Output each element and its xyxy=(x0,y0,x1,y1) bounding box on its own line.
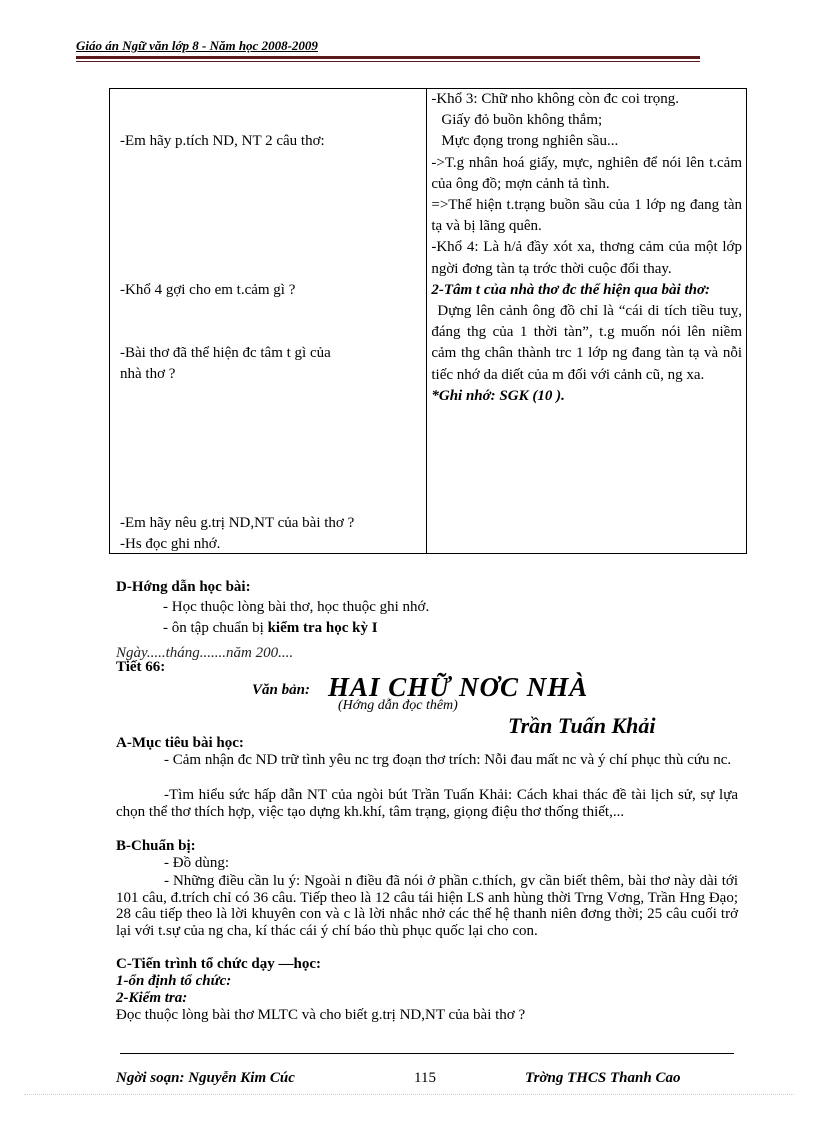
lesson-subtitle: (Hớng dẫn đọc thêm) xyxy=(338,698,458,713)
lesson-number: Tiết 66: xyxy=(116,659,166,675)
question-3: -Bài thơ đã thể hiện đc tâm t gì của xyxy=(120,345,331,361)
poem-line-2: Mực đọng trong nghiên sầu... xyxy=(441,133,619,150)
questions-column xyxy=(110,89,427,554)
section-b-p1: - Đồ dùng: xyxy=(164,855,229,871)
answer-nhan-hoa: ->T.g nhân hoá giấy, mực, nghiên để nói lên t.cảm của ông đồ; mợn cảnh tả tình. xyxy=(431,154,742,192)
answer-kho3: -Khổ 3: Chữ nho không còn đc coi trọng. xyxy=(431,91,680,107)
section-c-step-3: Đọc thuộc lòng bài thơ MLTC và cho biết g.trị ND,NT của bài thơ ? xyxy=(116,1007,526,1023)
answer-tam-tu: Dựng lên cảnh ông đồ chỉ là “cái di tích tiều tuỵ, đáng thg của 1 thời tàn”, t.g muốn nói lên niềm cảm thg chân thành trc 1 lớp ng đang tàn tạ và nỗi tiếc nhớ da diết của m đối với cảnh cũ, ng xa. xyxy=(431,303,742,383)
answer-heading-tam-tu: 2-Tâm t của nhà thơ đc thể hiện qua bài thơ: xyxy=(431,281,710,298)
question-5: -Hs đọc ghi nhớ. xyxy=(120,536,221,552)
header-rule-thin xyxy=(76,61,700,62)
section-d-item-2-text: - ôn tập chuẩn bị xyxy=(163,620,268,636)
poem-line-1: Giấy đỏ buồn không thắm; xyxy=(441,112,603,129)
date-line: Ngày.....tháng.......năm 200.... xyxy=(116,645,294,661)
question-3-cont: nhà thơ ? xyxy=(120,366,176,382)
footer-school: Trờng THCS Thanh Cao xyxy=(525,1070,681,1086)
section-d-heading: D-Hớng dẫn học bài: xyxy=(116,579,251,595)
section-b-p2: - Những điều cần lu ý: Ngoài n điều đã nói ở phần c.thích, gv cần biết thêm, bài thơ này dài tới 101 câu, đ.trích chỉ có 36 câu. Tiếp theo là 12 câu tái hiện LS anh hùng thời Trng Vơng, Trần Hng Đạo; 28 câu tiếp theo là lời khuyên con và c là lời nhắc nhở các thế hệ thanh niên đơng thời; 25 câu cuối trở lại với t.sự của ng cha, kí thác cái ý chí báo thù phục quốc lại cho con. xyxy=(116,873,738,939)
section-c-step-2: 2-Kiểm tra: xyxy=(116,990,188,1006)
section-c-step-1: 1-ổn định tổ chức: xyxy=(116,973,232,989)
section-b-heading: B-Chuẩn bị: xyxy=(116,838,196,854)
answer-ghi-nho: *Ghi nhớ: SGK (10 ). xyxy=(431,387,565,404)
section-a-p1: - Cảm nhận đc ND trữ tình yêu nc trg đoạn thơ trích: Nỗi đau mất nc và ý chí phục thù cứu nc. xyxy=(164,752,732,768)
answer-tam-trang: =>Thể hiện t.trạng buồn sầu của 1 lớp ng đang tàn tạ và bị lãng quên. xyxy=(431,197,742,235)
question-4: -Em hãy nêu g.trị ND,NT của bài thơ ? xyxy=(120,515,355,531)
page-edge-dots xyxy=(24,1094,794,1095)
section-d-item-1: - Học thuộc lòng bài thơ, học thuộc ghi nhớ. xyxy=(163,599,430,615)
section-a-heading: A-Mục tiêu bài học: xyxy=(116,735,244,751)
page-number: 115 xyxy=(414,1070,436,1086)
question-2: -Khổ 4 gợi cho em t.cảm gì ? xyxy=(120,282,296,298)
question-1: -Em hãy p.tích ND, NT 2 câu thơ: xyxy=(120,133,325,149)
lesson-title: HAI CHỮ NƠC NHÀ xyxy=(328,672,589,702)
lesson-author: Trần Tuấn Khải xyxy=(508,713,656,738)
section-a-p2: -Tìm hiểu sức hấp dẫn NT của ngòi bút Trần Tuấn Khải: Cách khai thác đề tài lịch sử, sự lựa chọn thể thơ thích hợp, việc tạo dựng kh.khí, tâm trạng, giọng điệu thơ thống thiết,... xyxy=(116,787,738,820)
header-rule xyxy=(76,56,700,59)
section-d-item-2-bold: kiểm tra học kỳ I xyxy=(267,620,378,636)
lesson-table xyxy=(109,88,747,554)
answers-column xyxy=(427,89,747,554)
text-label: Văn bản: xyxy=(252,682,310,698)
footer-author: Ngời soạn: Nguyễn Kim Cúc xyxy=(116,1070,295,1086)
answer-kho4: -Khổ 4: Là h/ả đầy xót xa, thơng cảm của một lớp ngời đơng tàn tạ trớc thời cuộc đổi thay. xyxy=(431,239,742,277)
document-header: Giáo án Ngữ văn lớp 8 - Năm học 2008-2009 xyxy=(76,38,318,53)
section-c-heading: C-Tiến trình tổ chức dạy —học: xyxy=(116,956,321,972)
footer-rule xyxy=(120,1053,734,1054)
section-d-item-2 xyxy=(163,620,378,637)
